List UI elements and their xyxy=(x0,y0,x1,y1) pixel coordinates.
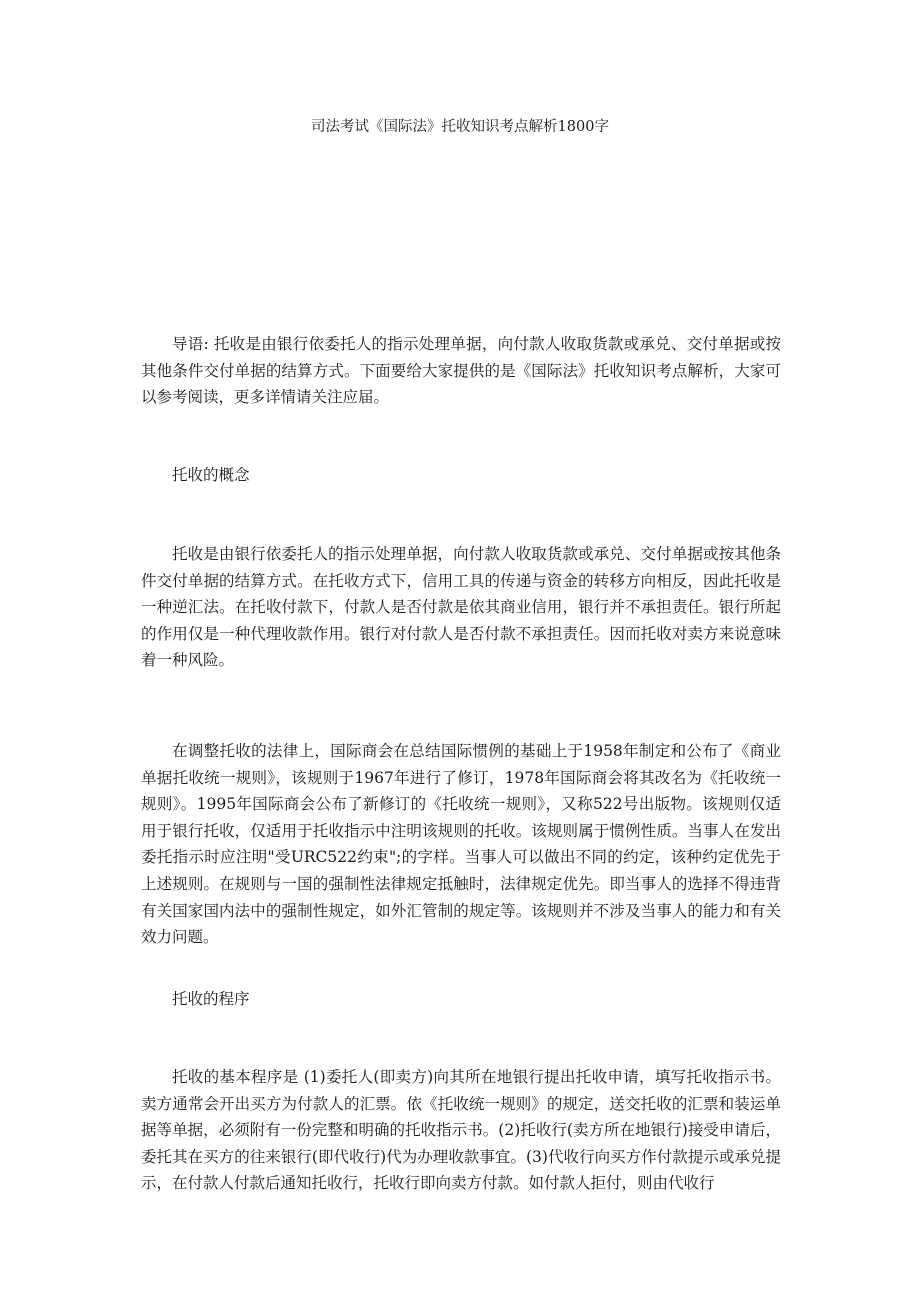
concept-paragraph-legal-rules: 在调整托收的法律上，国际商会在总结国际惯例的基础上于1958年制定和公布了《商业单据托收统一规则》，该规则于1967年进行了修订，1978年国际商会将其改名为《托收统一规则》。1995年国际商会公布了新修订的《托收统一规则》，又称522号出版物。该规则仅适用于银行托收，仅适用于托收指示中注明该规则的托收。该规则属于惯例性质。当事人在发出委托指示时应注明"受URC522约束";的字样。当事人可以做出不同的约定，该种约定优先于上述规则。在规则与一国的强制性法律规定抵触时，法律规定优先。即当事人的选择不得违背有关国家国内法中的强制性规定，如外汇管制的规定等。该规则并不涉及当事人的能力和有关效力问题。 xyxy=(141,742,781,947)
intro-paragraph: 导语: 托收是由银行依委托人的指示处理单据，向付款人收取货款或承兑、交付单据或按其他条件交付单据的结算方式。下面要给大家提供的是《国际法》托收知识考点解析，大家可以参考阅读，更多详情请关注应届。 xyxy=(141,335,781,407)
document-title: 司法考试《国际法》托收知识考点解析1800字 xyxy=(311,119,609,135)
section-heading-concept: 托收的概念 xyxy=(172,466,250,484)
section-heading-procedure: 托收的程序 xyxy=(172,990,250,1008)
concept-paragraph-definition: 托收是由银行依委托人的指示处理单据，向付款人收取货款或承兑、交付单据或按其他条件交付单据的结算方式。在托收方式下，信用工具的传递与资金的转移方向相反，因此托收是一种逆汇法。在托收付款下，付款人是否付款是依其商业信用，银行并不承担责任。银行所起的作用仅是一种代理收款作用。银行对付款人是否付款不承担责任。因而托收对卖方来说意味着一种风险。 xyxy=(141,545,781,670)
procedure-paragraph: 托收的基本程序是 (1)委托人(即卖方)向其所在地银行提出托收申请，填写托收指示书。卖方通常会开出买方为付款人的汇票。依《托收统一规则》的规定，送交托收的汇票和装运单据等单据，必须附有一份完整和明确的托收指示书。(2)托收行(卖方所在地银行)接受申请后，委托其在买方的往来银行(即代收行)代为办理收款事宜。(3)代收行向买方作付款提示或承兑提示，在付款人付款后通知托收行，托收行即向卖方付款。如付款人拒付，则由代收行 xyxy=(141,1068,781,1193)
